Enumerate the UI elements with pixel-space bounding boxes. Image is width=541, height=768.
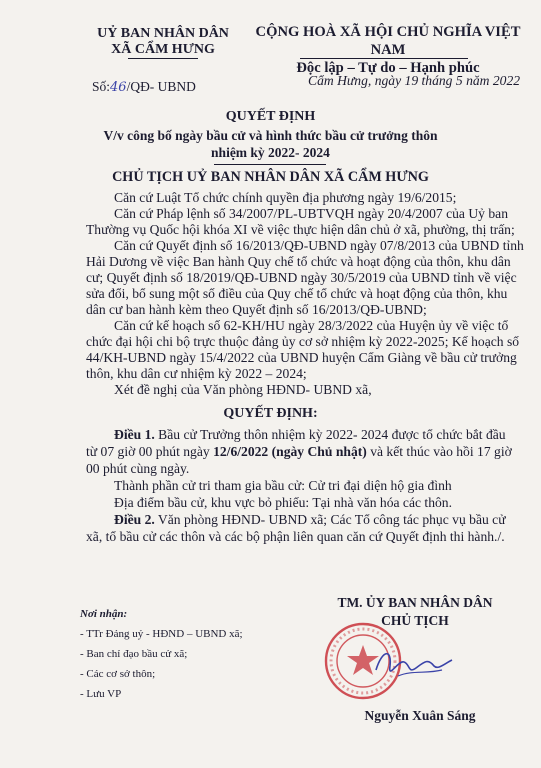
basis-4-line-2: chức đại hội chi bộ trực thuộc đảng ủy cơ sở nhiệm kỳ 2022-2025; Kế hoạch số <box>86 334 520 349</box>
signature-line-2: CHỦ TỊCH <box>381 613 449 628</box>
subject-line-2: nhiệm kỳ 2022- 2024 <box>211 145 330 160</box>
voters-line: Thành phần cử tri tham gia bầu cử: Cử tri đại diện hộ gia đình <box>114 478 452 493</box>
article-1-end: và kết thúc vào hồi 17 giờ <box>366 444 512 459</box>
basis-4-line-1: Căn cứ kế hoạch số 62-KH/HU ngày 28/3/2022 của Huyện ủy về việc tổ <box>114 318 509 333</box>
document-number <box>92 79 196 95</box>
signature-line-1: TM. ỦY BAN NHÂN DÂN <box>337 595 493 610</box>
issuing-organization <box>88 26 238 58</box>
basis-3-line-2: Hải Dương về việc Ban hành Quy chế tổ chức và hoạt động của thôn, khu dân <box>86 254 511 269</box>
subject-underline <box>214 164 326 165</box>
subject-line-1: V/v công bố ngày bầu cử và hình thức bầu cử trưởng thôn <box>103 128 438 143</box>
basis-5: Xét đề nghị của Văn phòng HĐND- UBND xã, <box>114 382 372 397</box>
doc-number-handwritten: 46 <box>110 80 127 95</box>
article-1-text: Bầu cử Trưởng thôn nhiệm kỳ 2022- 2024 được tổ chức bắt đầu <box>154 427 506 442</box>
recipient-item: - Lưu VP <box>80 688 122 700</box>
org-underline <box>128 58 198 59</box>
nation-line-2: Độc lập – Tự do – Hạnh phúc <box>296 60 480 76</box>
org-line-1: UỶ BAN NHÂN DÂN <box>97 26 229 41</box>
election-date: 12/6/2022 (ngày Chủ nhật) <box>213 444 367 459</box>
recipients <box>80 604 243 704</box>
legal-basis <box>86 190 524 398</box>
issuing-authority: CHỦ TỊCH UỶ BAN NHÂN DÂN XÃ CẨM HƯNG <box>112 169 429 185</box>
basis-3-line-1: Căn cứ Quyết định số 16/2013/QĐ-UBND ngày 07/8/2013 của UBND tỉnh <box>114 238 524 253</box>
article-1-time: từ 07 giờ 00 phút ngày <box>86 444 214 459</box>
nation-line-1: CỘNG HOÀ XÃ HỘI CHỦ NGHĨA VIỆT NAM <box>255 24 521 58</box>
subject <box>0 127 541 161</box>
motto-underline <box>300 58 468 59</box>
article-2-line-2: xã, tổ bầu cử các thôn và các bộ phận liên quan căn cứ Quyết định thi hành./. <box>86 529 505 544</box>
basis-1: Căn cứ Luật Tổ chức chính quyền địa phương ngày 19/6/2015; <box>114 190 457 205</box>
place-date: Cẩm Hưng, ngày 19 tháng 5 năm 2022 <box>308 73 521 88</box>
recipients-title: Nơi nhận: <box>80 608 128 620</box>
articles <box>86 426 524 545</box>
handwritten-signature <box>368 640 458 690</box>
recipient-item: - Các cơ sở thôn; <box>80 668 156 680</box>
decision-heading: QUYẾT ĐỊNH: <box>223 406 318 421</box>
basis-2-line-2: Thường vụ Quốc hội khóa XI về việc thực hiện dân chủ ở xã, phường, thị trấn; <box>86 222 515 237</box>
signer-name: Nguyễn Xuân Sáng <box>364 708 476 723</box>
article-2-line-1 <box>86 511 524 528</box>
org-line-2: XÃ CẨM HƯNG <box>111 42 215 57</box>
basis-3-line-4: sửa đổi, bổ sung một số điều của Quy chế tổ chức và hoạt động của thôn, khu <box>86 286 508 301</box>
article-2-text: Văn phòng HĐND- UBND xã; Các Tổ công tác phục vụ bầu cử <box>154 512 506 527</box>
article-1-label: Điều 1. <box>114 427 155 442</box>
location-line: Địa điểm bầu cử, khu vực bỏ phiếu: Tại nhà văn hóa các thôn. <box>114 495 452 510</box>
article-1-line-1 <box>86 426 524 443</box>
doc-number-prefix: Số: <box>92 79 111 94</box>
basis-4-line-4: thôn, khu dân cư nhiệm kỳ 2022 – 2024; <box>86 366 307 381</box>
doc-number-suffix: /QĐ- UBND <box>126 79 196 94</box>
decision-title: QUYẾT ĐỊNH <box>225 109 316 124</box>
article-2-label: Điều 2. <box>114 512 155 527</box>
basis-2-line-1: Căn cứ Pháp lệnh số 34/2007/PL-UBTVQH ngày 20/4/2007 của Uỷ ban <box>114 206 508 221</box>
article-1-line-2 <box>86 443 524 460</box>
basis-4-line-3: 44/KH-UBND ngày 15/4/2022 của UBND huyện Cẩm Giàng về bầu cử trưởng <box>86 350 517 365</box>
national-motto <box>238 23 538 77</box>
basis-3-line-3: cư; Quyết định số 18/2019/QĐ-UBND ngày 30/5/2019 của UBND tỉnh về việc <box>86 270 517 285</box>
recipient-item: - TTr Đảng uỷ - HĐND – UBND xã; <box>80 628 243 640</box>
article-1-line-3: 00 phút cùng ngày. <box>86 461 190 476</box>
recipient-item: - Ban chỉ đạo bầu cử xã; <box>80 648 188 660</box>
basis-3-line-5: dân cư ban hành kèm theo Quyết định số 16/2013/QĐ-UBND; <box>86 302 427 317</box>
